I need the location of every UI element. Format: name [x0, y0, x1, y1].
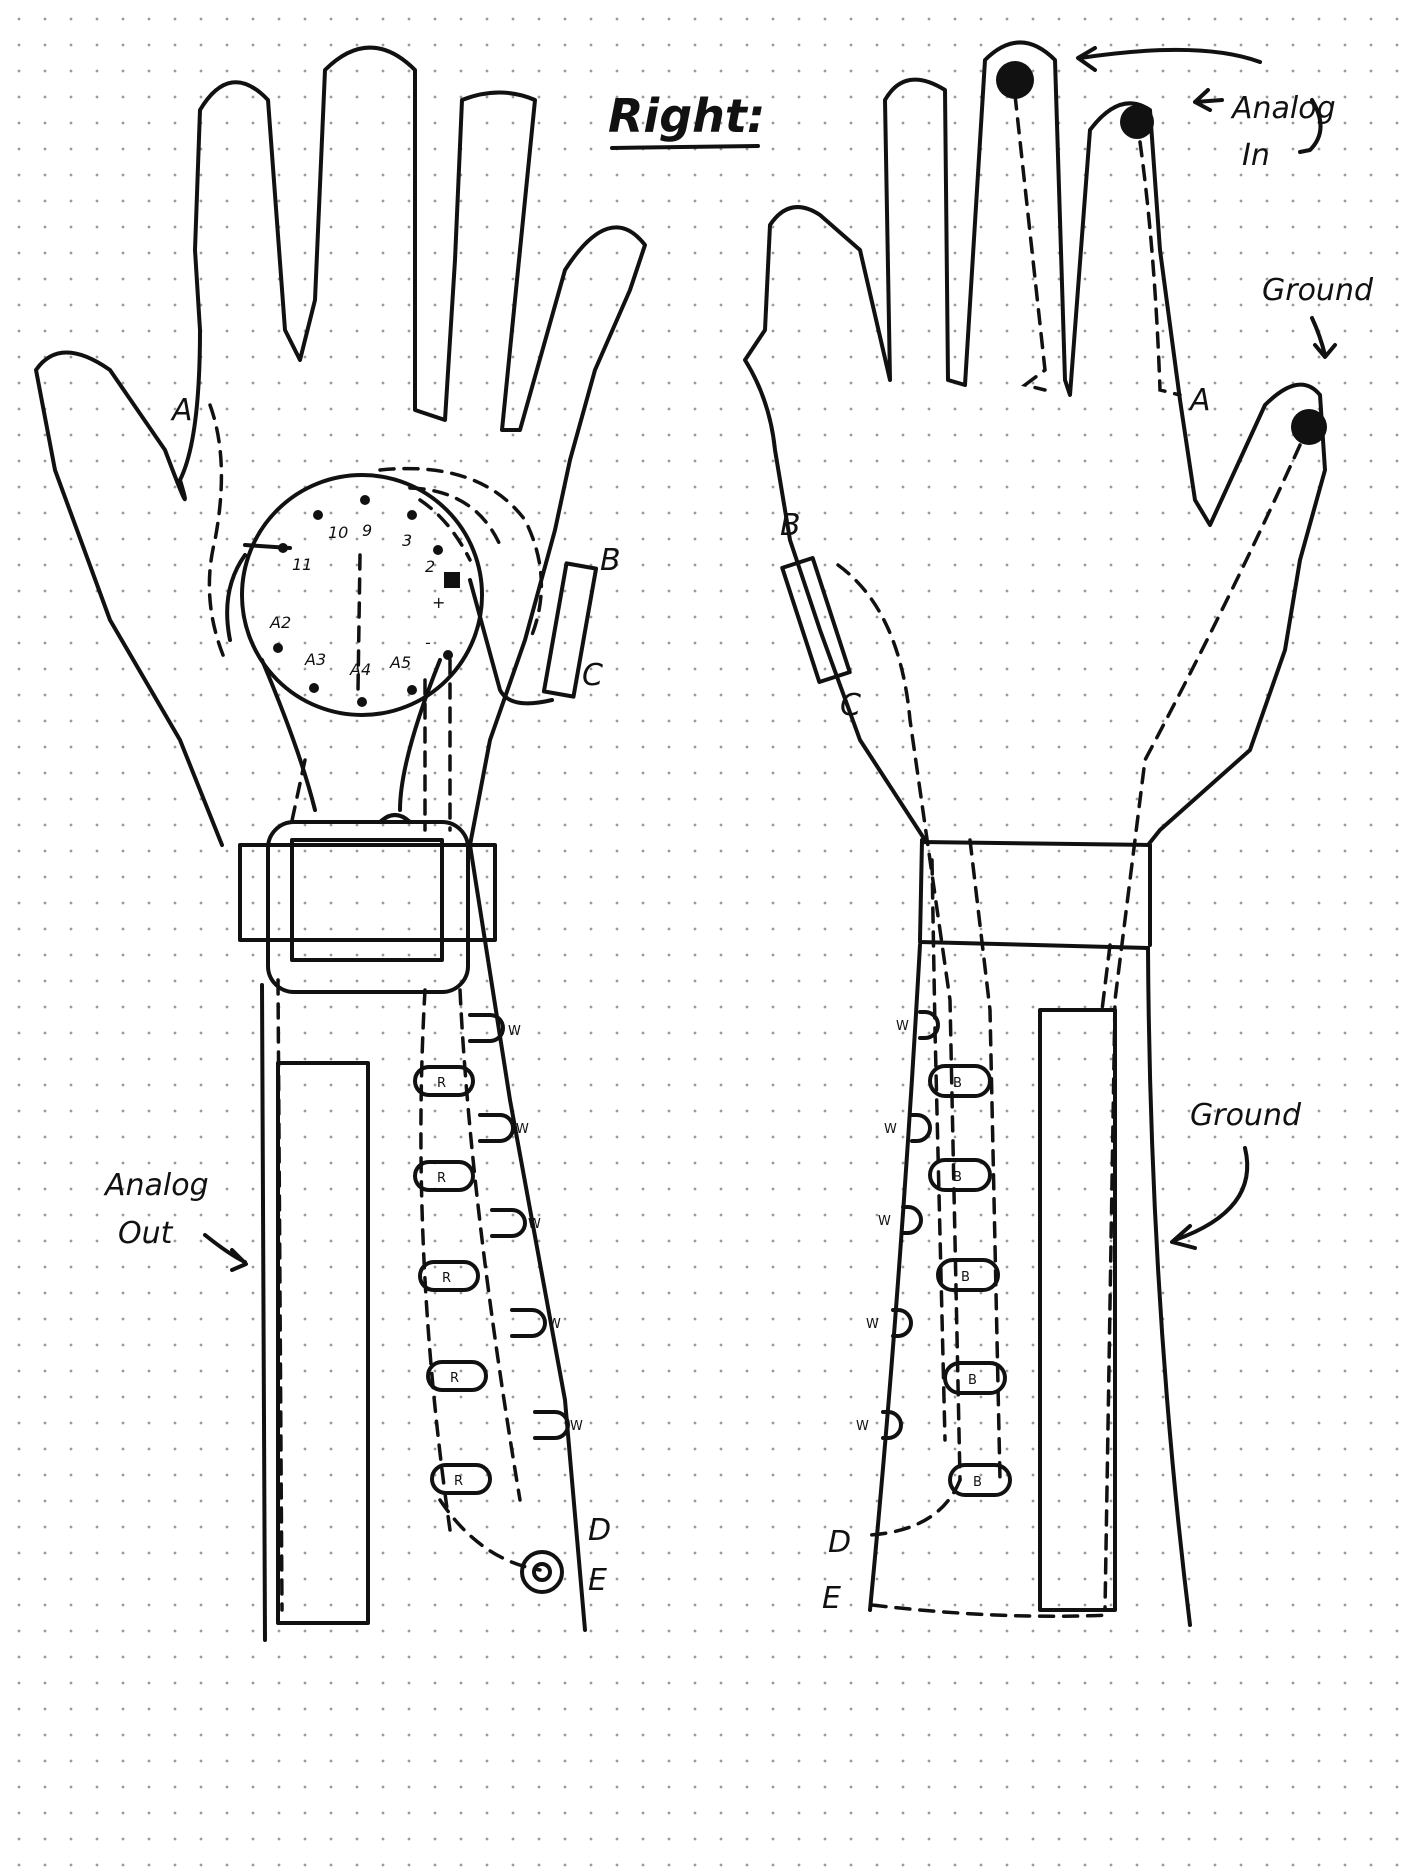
pin-label-a5: A5	[390, 653, 412, 672]
pin-label-10: 10	[328, 523, 349, 542]
blue-led-label: B	[968, 1373, 977, 1388]
point-d-left: D	[588, 1513, 612, 1548]
ground-arrow-arm	[1172, 1148, 1247, 1248]
page-title: Right:	[608, 89, 766, 143]
white-led	[535, 1412, 568, 1438]
point-c-right: C	[840, 688, 861, 723]
right-forearm-edge-left	[870, 945, 920, 1610]
wrist-strap-left	[240, 845, 495, 940]
analog-in-arrow-side	[1195, 90, 1222, 110]
right-hand-outline	[745, 43, 1325, 846]
analog-in-label-line2: In	[1242, 138, 1270, 173]
analog-in-dot	[1120, 105, 1154, 139]
point-e-left: E	[588, 1563, 607, 1598]
ground-strip	[1040, 1010, 1115, 1610]
white-led	[480, 1115, 513, 1141]
white-led-label: W	[548, 1317, 561, 1332]
white-led	[912, 1115, 930, 1141]
blue-led-label: B	[961, 1270, 970, 1285]
white-led-label: W	[878, 1214, 891, 1229]
white-led-label: W	[884, 1122, 897, 1137]
white-led-label: W	[856, 1419, 869, 1434]
board-mount-left	[262, 660, 315, 810]
ground-arrow-top	[1312, 318, 1335, 357]
left-hand-palm-view	[36, 48, 645, 1641]
resistor-label: R	[437, 1171, 447, 1186]
left-hand-outline	[36, 48, 645, 846]
point-a-left: A	[172, 393, 193, 428]
pin-label-2: 2	[425, 557, 436, 576]
pin-label-11: 11	[292, 555, 313, 574]
pin-label-plus: +	[432, 593, 446, 612]
snap-connector-center	[534, 1564, 550, 1580]
analog-out-label-line1: Analog	[105, 1168, 209, 1203]
white-led-label: W	[528, 1217, 541, 1232]
white-led-label: W	[570, 1419, 583, 1434]
white-led-label: W	[866, 1317, 879, 1332]
left-circuit-board	[242, 475, 482, 715]
pin-label-a4: A4	[350, 660, 372, 679]
pin-label-9: 9	[362, 521, 373, 540]
analog-in-arrow-top	[1078, 48, 1260, 70]
blue-led-label: B	[953, 1076, 962, 1091]
pin-label-a3: A3	[305, 650, 327, 669]
pin-label-3: 3	[402, 531, 413, 550]
point-d-right: D	[828, 1525, 852, 1560]
white-led	[492, 1210, 525, 1236]
point-c-left: C	[582, 658, 603, 693]
ground-dot	[1291, 409, 1327, 445]
analog-in-label-line1: Analog	[1232, 91, 1336, 126]
ground-label-top: Ground	[1262, 273, 1374, 308]
analog-out-label-line2: Out	[118, 1216, 173, 1251]
white-led	[903, 1207, 921, 1233]
title-underline	[612, 146, 758, 148]
white-led-label: W	[508, 1024, 521, 1039]
point-b-left: B	[600, 543, 621, 578]
left-forearm-edge-left	[262, 985, 265, 1640]
white-led-label: W	[896, 1019, 909, 1034]
point-a-right: A	[1190, 383, 1211, 418]
white-led	[512, 1310, 545, 1336]
board-mount-right	[400, 660, 440, 810]
point-b-right: B	[780, 508, 801, 543]
resistor-label: R	[437, 1076, 447, 1091]
analog-out-strip	[278, 1063, 368, 1623]
pin-label-a2: A2	[270, 613, 292, 632]
analog-out-arrow	[205, 1235, 246, 1270]
battery-pack-case	[268, 822, 468, 992]
pin-label-minus: -	[425, 633, 431, 652]
right-wrist-band	[920, 840, 1150, 948]
snap-connector	[522, 1552, 562, 1592]
right-traces	[838, 95, 1300, 1616]
blue-led-label: B	[953, 1170, 962, 1185]
resistor-label: R	[450, 1371, 460, 1386]
white-led	[920, 1012, 938, 1038]
resistor-label: R	[454, 1474, 464, 1489]
left-forearm-edge-right	[470, 845, 585, 1630]
right-forearm-edge-right	[1148, 948, 1190, 1625]
ground-label-arm: Ground	[1190, 1098, 1302, 1133]
resistor-label: R	[442, 1271, 452, 1286]
right-hand-back-view	[745, 43, 1374, 1626]
point-e-right: E	[822, 1581, 841, 1616]
blue-led-label: B	[973, 1475, 982, 1490]
white-led-label: W	[516, 1122, 529, 1137]
